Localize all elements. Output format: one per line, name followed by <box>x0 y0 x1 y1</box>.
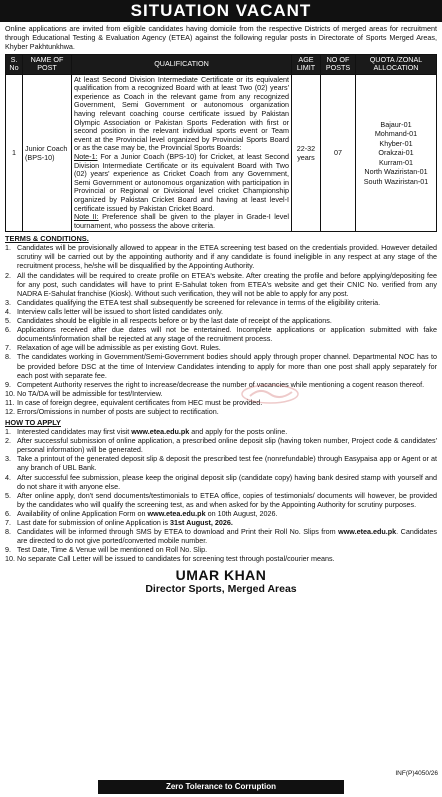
page-title: SITUATION VACANT <box>0 0 442 22</box>
item-text: Candidates should be eligible in all respects before or by the last date of receipt of the applications. <box>17 316 332 326</box>
item-text: Last date for submission of online Application is <box>17 518 171 528</box>
list-item <box>5 325 437 343</box>
cell-posts: 07 <box>321 74 356 232</box>
item-text: After successful fee submission, please keep the original deposit slip (candidate copy) having bank desired stamp with yourself and do not share it with anyone else. <box>17 472 437 491</box>
signatory-title: Director Sports, Merged Areas <box>145 583 297 596</box>
item-text: . Candidates are directed to do not give ported/converted mobile number. <box>17 527 437 546</box>
website-link[interactable]: www.etea.edu.pk <box>131 427 190 437</box>
quota-item: Bajaur-01 <box>380 119 412 129</box>
quota-item: Kurram-01 <box>379 157 413 167</box>
apply-list <box>5 427 437 563</box>
list-item <box>5 316 437 325</box>
list-item <box>5 473 437 491</box>
item-number: 1. <box>5 243 11 253</box>
item-text: Applications received after due dates will not be entertained. Incomplete applications or application submitted with fake documents/information shall be rejected at any stage of the recruitment process. <box>17 325 437 344</box>
list-item <box>5 491 437 509</box>
item-text: Relaxation of age will be admissible as per existing Govt. Rules. <box>17 343 221 353</box>
header-posts: NO OF POSTS <box>321 54 356 74</box>
list-item <box>5 545 437 554</box>
list-item <box>5 527 437 545</box>
item-text: Take a printout of the generated deposit slip & deposit the prescribed test fee (nonrefundable) through Easypaisa app or Agent or at any branch of UBL Bank. <box>17 454 437 473</box>
table-row <box>6 74 437 232</box>
item-text: All the candidates will be required to create profile on ETEA's website. After creating the profile and before applying/depositing fee for any post, such candidates will have to print E-Sahulat token from ETEA's website and get their CNIC No. verified from any NADRA E-Sahulat franchise (Kiosk). Without such verification, they will not be able to apply for any post. <box>17 270 437 298</box>
list-item <box>5 509 437 518</box>
item-number: 9. <box>5 545 11 555</box>
item-number: 11. <box>5 397 15 407</box>
header-qualification: QUALIFICATION <box>72 54 292 74</box>
list-item <box>5 380 437 389</box>
item-number: 10. <box>5 554 15 564</box>
watermark-stamp-icon <box>240 383 300 405</box>
list-item <box>5 407 437 416</box>
item-number: 4. <box>5 472 11 482</box>
item-text: Test Date, Time & Venue will be mentioned on Roll No. Slip. <box>17 545 208 555</box>
item-text: on 10th August, 2026. <box>205 508 278 518</box>
list-item <box>5 454 437 472</box>
note2-label: Note II: <box>74 212 99 222</box>
item-number: 6. <box>5 325 11 335</box>
item-text: Interview calls letter will be issued to short listed candidates only. <box>17 306 224 316</box>
item-text: No TA/DA will be admissible for test/Interview. <box>17 388 163 398</box>
item-text: Interested candidates may first visit <box>17 427 132 437</box>
website-link[interactable]: www.etea.edu.pk <box>338 527 397 537</box>
item-text: Competent Authority reserves the right to increase/decrease the number of vacancies while mentioning a cogent reason thereof. <box>17 379 425 389</box>
item-text: The candidates working in Government/Semi-Government bodies should apply through proper channel. Departmental NOC has to be provided before DSC at the time of Interview Candidates intending to apply for more than one post shall apply separately for each post with separate fee. <box>17 352 437 380</box>
quota-item: Mohmand-01 <box>374 129 418 139</box>
vacancy-table <box>5 54 437 233</box>
item-number: 5. <box>5 316 11 326</box>
intro-paragraph: Online applications are invited from eligible candidates having domicile from the respective Districts of merged areas for recruitment through Educational Testing & Evaluation Agency (ETEA) against the following regular posts in Directorate of Sports Merged Areas, Khyber Pakhtunkhwa. <box>5 24 437 52</box>
note1-label: Note-1: <box>74 151 98 161</box>
item-number: 3. <box>5 297 11 307</box>
header-quota: QUOTA /ZONAL ALLOCATION <box>356 54 437 74</box>
item-text: In case of foreign degree, equivalent certificates from HEC must be provided. <box>17 397 263 407</box>
list-item <box>5 298 437 307</box>
list-item <box>5 352 437 379</box>
quota-item: South Waziristan-01 <box>363 176 429 186</box>
slogan-bar: Zero Tolerance to Corruption <box>98 780 344 794</box>
item-number: 8. <box>5 352 11 362</box>
list-item <box>5 343 437 352</box>
item-number: 5. <box>5 490 11 500</box>
item-number: 6. <box>5 508 11 518</box>
quota-item: Orakzai-01 <box>378 148 414 158</box>
table-header-row <box>6 54 437 74</box>
cell-age: 22-32 years <box>292 74 321 232</box>
item-text: After successful submission of online application, a prescribed online deposit slip (having token number, Project code & candidates' personal information) will be generated. <box>17 436 437 455</box>
terms-heading: TERMS & CONDITIONS. <box>5 234 89 244</box>
quota-item: Khyber-01 <box>379 138 413 148</box>
item-text: Candidates will be informed through SMS by ETEA to download and Print their Roll No. Slips from <box>17 527 339 537</box>
list-item <box>5 436 437 454</box>
last-date: 31st August, 2026. <box>170 518 233 528</box>
item-number: 10. <box>5 388 15 398</box>
note1-text: For a Junior Coach (BPS-10) for Cricket, at least Second Division Intermediate Certificate or its equivalent Board with Two (02) years' experience as Cricket Coach from any Government, Semi Government or autonomous organization with participation in Provincial or Regional or Divisional level cricket Championship organized by Pakistan Cricket Board and having at least level-I certificate issued by Pakistan Cricket Board. <box>74 151 289 213</box>
list-item <box>5 427 437 436</box>
item-number: 7. <box>5 518 11 528</box>
item-text: Availability of online Application Form on <box>17 508 148 518</box>
item-number: 2. <box>5 436 11 446</box>
terms-list <box>5 243 437 416</box>
item-number: 2. <box>5 270 11 280</box>
header-sno: S. No <box>6 54 23 74</box>
item-text: Candidates will be provisionally allowed to appear in the ETEA screening test based on the credentials provided. However detailed scrutiny will be carried out by the appointing authority and if any candidate is found ineligible in any respect at any stage of the recruitment process, he/she will be disqualified by the Appointing Authority. <box>17 243 437 271</box>
list-item <box>5 307 437 316</box>
item-number: 4. <box>5 306 11 316</box>
item-text: Candidates qualifying the ETEA test shall subsequently be screened for relevance in terms of the eligibility criteria. <box>17 297 381 307</box>
cell-sno: 1 <box>6 74 23 232</box>
how-to-apply-heading: HOW TO APPLY <box>5 418 61 428</box>
header-age: AGE LIMIT <box>292 54 321 74</box>
list-item <box>5 389 437 398</box>
item-number: 9. <box>5 379 11 389</box>
item-number: 1. <box>5 427 11 437</box>
qualification-text: At least Second Division Intermediate Certificate or its equivalent qualification from a recognized Board with at least Two (02) years' experience as Coach in the relevant game from any recognized Government, Semi Government or autonomous organization having relevant coaching course certificate issued by Pakistan Olympic Association or Pakistan Sports Federation with first or second position in the relevant individual sports event or Team event at the Provincial level organized by Provincial Sports Board or as the case may be, the Provincial Sports Boards: <box>74 74 289 153</box>
list-item <box>5 243 437 270</box>
item-text: No separate Call Letter will be issued to candidates for screening test through postal/courier means. <box>17 554 335 564</box>
quota-item: North Waziristan-01 <box>364 167 428 177</box>
list-item <box>5 271 437 298</box>
item-text: Errors/Omissions in number of posts are subject to rectification. <box>17 406 219 416</box>
item-number: 3. <box>5 454 11 464</box>
signatory-name: UMAR KHAN <box>175 567 267 584</box>
website-link[interactable]: www.etea.edu.pk <box>147 508 206 518</box>
item-number: 7. <box>5 343 11 353</box>
item-number: 12. <box>5 406 15 416</box>
item-text: and apply for the posts online. <box>189 427 288 437</box>
list-item <box>5 554 437 563</box>
list-item <box>5 518 437 527</box>
item-number: 8. <box>5 527 11 537</box>
reference-number: INF(P)4050/26 <box>395 770 438 777</box>
list-item <box>5 398 437 407</box>
item-text: After online apply, don't send documents/testimonials to ETEA office, copies of testimonials/ documents will however, be provided by the candidates who will qualify the screening test, as and when asked for by the Appointing Authority for scrutiny purposes. <box>17 490 437 509</box>
cell-quota <box>356 74 437 232</box>
note2-text: Preference shall be given to the player in Grade-I level tournament, who possess the above criteria. <box>74 212 289 230</box>
cell-post-name: Junior Coach (BPS-10) <box>23 74 72 232</box>
header-name: NAME OF POST <box>23 54 72 74</box>
cell-qualification <box>72 74 292 232</box>
